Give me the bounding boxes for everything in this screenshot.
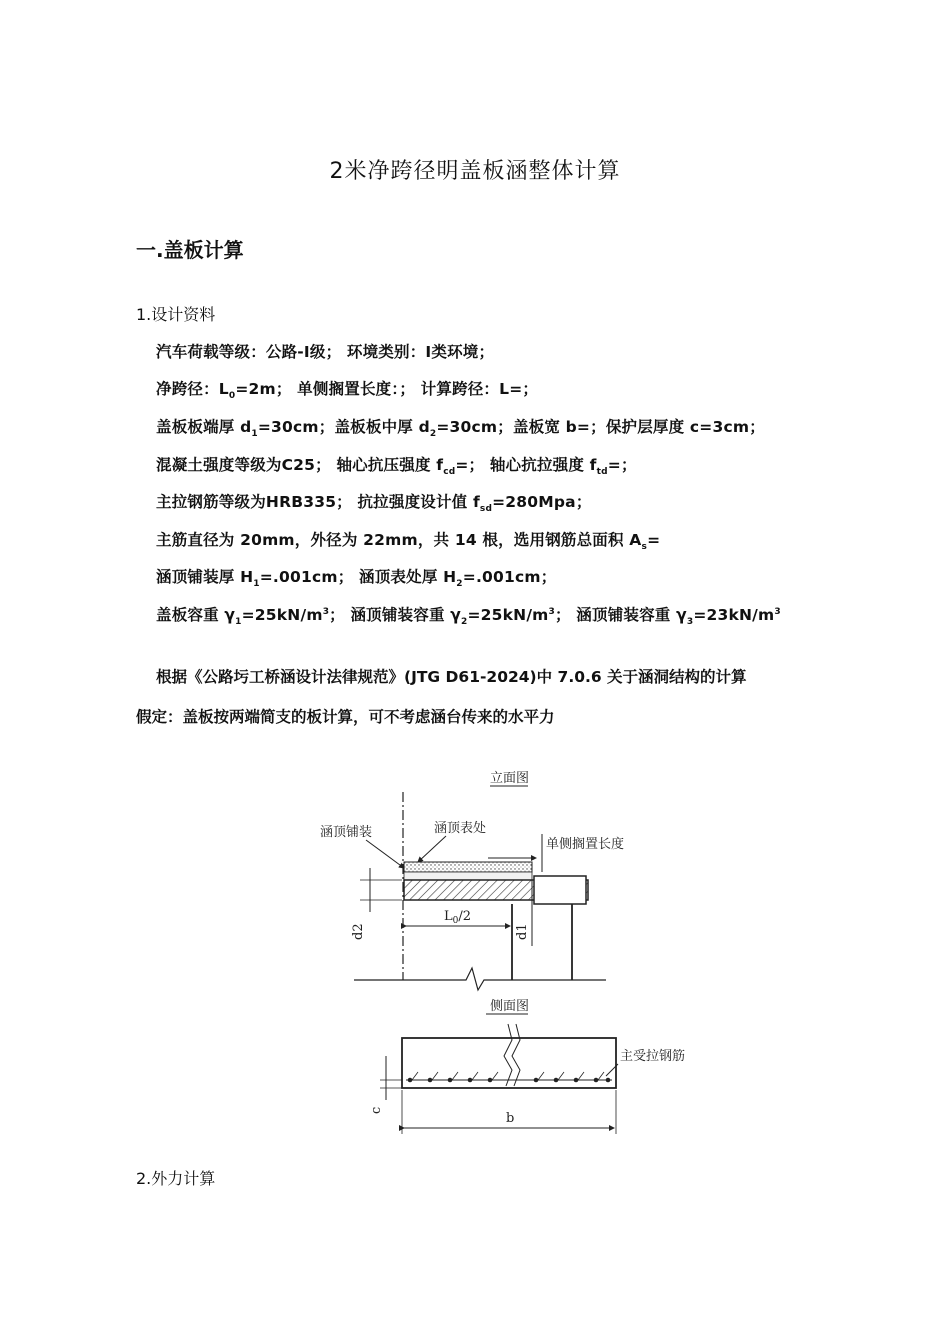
subsection-design-data: 1.设计资料 bbox=[136, 305, 216, 324]
design-line-thickness: 盖板板端厚 $d_1=30cm$；盖板板中厚 $d_2=30cm$；盖板宽 b=；保护层厚度 c=3cm； bbox=[156, 418, 765, 440]
diagram-svg bbox=[306, 740, 688, 1148]
section-heading-cover-slab: 一.盖板计算 bbox=[136, 238, 244, 262]
half-span-label: $L_0/2$ bbox=[444, 909, 472, 926]
design-line-span: 净跨径：$L_0=2m$； 单侧搁置长度：； 计算跨径：L=； bbox=[156, 380, 539, 402]
surface-label: 涵顶表处 bbox=[434, 821, 487, 836]
main-rebar-label: 主受拉钢筋 bbox=[620, 1049, 686, 1064]
surface-leader bbox=[418, 836, 446, 862]
abutment-cap bbox=[534, 876, 586, 904]
design-line-steel: 主拉钢筋等级为HRB335； 抗拉强度设计值 $f_{sd}=280Mpa$； bbox=[156, 493, 592, 515]
design-line-paving: 涵顶铺装厚 $H_1=.001cm$； 涵顶表处厚 $H_2=.001cm$； bbox=[156, 568, 557, 590]
design-line-concrete: 混凝土强度等级为C25； 轴心抗压强度 $f_{cd}=$； 轴心抗拉强度 $f_{td}=$； bbox=[156, 456, 637, 478]
paragraph-assumption: 假定：盖板按两端简支的板计算，可不考虑涵台传来的水平力 bbox=[136, 708, 555, 726]
deck-paving-layer bbox=[404, 872, 532, 880]
design-line-unit-weight: 盖板容重 $\gamma_1=25kN/m^3$； 涵顶铺装容重 $\gamma_2=25kN/m^3$； 涵顶铺装容重 $\gamma_3=23kN/m^3$ bbox=[156, 606, 781, 628]
slab-culvert-diagram bbox=[306, 740, 688, 1148]
paragraph-code-reference: 根据《公路圬工桥涵设计法律规范》(JTG D61-2024)中 7.0.6 关于涵洞结构的计算 bbox=[156, 668, 747, 686]
design-line-load-class: 汽车荷载等级：公路-I级； 环境类别：I类环境； bbox=[156, 343, 495, 361]
b-label: b bbox=[506, 1111, 515, 1126]
c-label: c bbox=[369, 1106, 384, 1114]
deck-surface-layer bbox=[404, 862, 532, 872]
elevation-label: 立面图 bbox=[490, 771, 530, 786]
paving-label: 涵顶铺装 bbox=[320, 825, 373, 840]
side-view-label: 侧面图 bbox=[490, 999, 530, 1014]
ground-line bbox=[354, 968, 606, 990]
d2-label: d2 bbox=[351, 923, 366, 940]
paving-leader bbox=[366, 840, 404, 868]
bearing-length-label: 单侧搁置长度 bbox=[546, 837, 625, 852]
subsection-external-force: 2.外力计算 bbox=[136, 1169, 216, 1188]
d1-label: d1 bbox=[515, 923, 530, 940]
page-title: 2米净跨径明盖板涵整体计算 bbox=[329, 159, 621, 184]
design-line-rebar: 主筋直径为 20mm，外径为 22mm，共 14 根，选用钢筋总面积 $A_s=$ bbox=[156, 531, 661, 553]
